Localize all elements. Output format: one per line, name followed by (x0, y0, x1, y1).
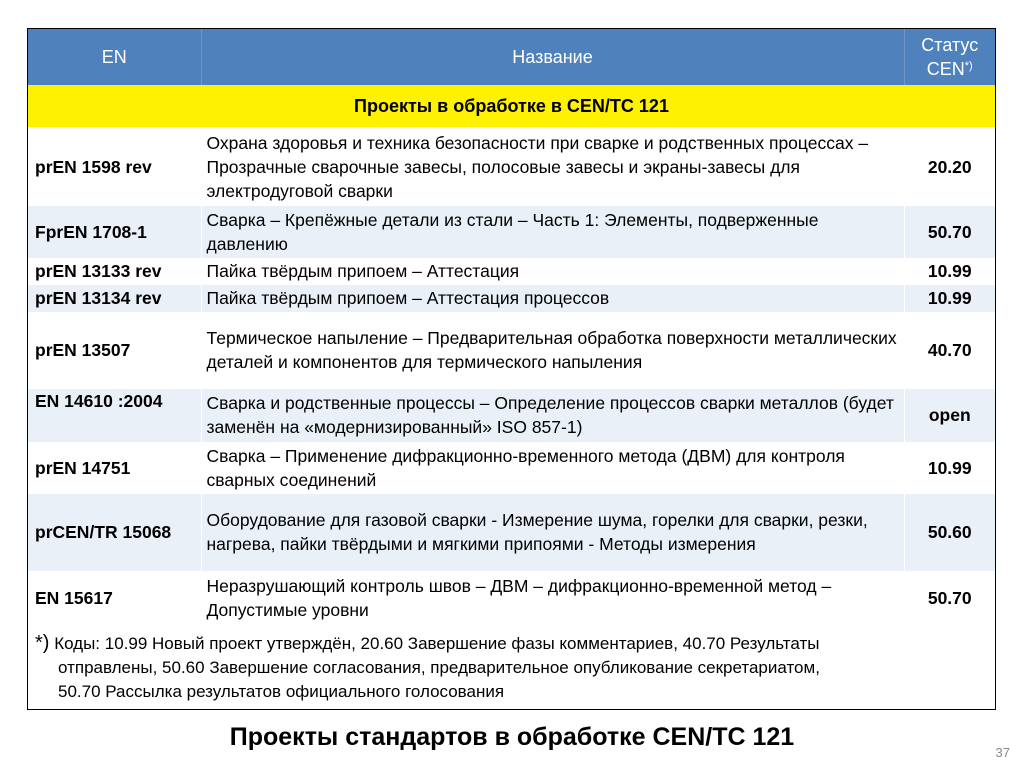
row-status: 50.60 (904, 494, 995, 571)
table-header-row (28, 29, 995, 85)
row-name: Сварка – Крепёжные детали из стали – Часть 1: Элементы, подверженные давлению (201, 206, 904, 258)
table-row (28, 389, 995, 442)
row-en: prEN 13133 rev (28, 258, 201, 285)
header-name: Название (201, 29, 904, 85)
table-row (28, 128, 995, 206)
standards-table-frame (27, 28, 996, 710)
table-row (28, 494, 995, 571)
table-row (28, 442, 995, 494)
row-name: Пайка твёрдым припоем – Аттестация процессов (201, 285, 904, 312)
table-row (28, 285, 995, 312)
footnote-mark: *) (35, 631, 50, 654)
row-name: Неразрушающий контроль швов – ДВМ – дифракционно-временной метод – Допустимые уровни (201, 571, 904, 625)
table-row (28, 206, 995, 258)
row-name: Пайка твёрдым припоем – Аттестация (201, 258, 904, 285)
row-en: prCEN/TR 15068 (28, 494, 201, 571)
table-row (28, 258, 995, 285)
header-status (904, 29, 995, 85)
row-name: Сварка – Применение дифракционно-временного метода (ДВМ) для контроля сварных соединений (201, 442, 904, 494)
header-en: EN (28, 29, 201, 85)
row-status: 10.99 (904, 258, 995, 285)
section-row (28, 85, 995, 128)
row-status: 50.70 (904, 206, 995, 258)
row-status: 50.70 (904, 571, 995, 625)
row-status: open (904, 389, 995, 442)
row-status: 40.70 (904, 312, 995, 389)
footnote-line2: отправлены, 50.60 Завершение согласования, предварительное опубликование секретариатом, (58, 657, 820, 677)
standards-table (28, 29, 995, 706)
row-en: prEN 14751 (28, 442, 201, 494)
row-en: FprEN 1708-1 (28, 206, 201, 258)
row-en: prEN 1598 rev (28, 128, 201, 206)
header-status-line2: CEN (926, 58, 965, 79)
header-status-line1: Статус (921, 34, 979, 55)
header-status-sup: *) (964, 59, 973, 72)
row-en: prEN 13134 rev (28, 285, 201, 312)
section-title: Проекты в обработке в CEN/TC 121 (28, 85, 995, 128)
slide-caption: Проекты стандартов в обработке CEN/TC 121 (229, 723, 795, 751)
footnote (28, 625, 995, 706)
row-en: EN 15617 (28, 571, 201, 625)
page-number: 37 (995, 745, 1010, 760)
row-name: Оборудование для газовой сварки - Измерение шума, горелки для сварки, резки, нагрева, пайки твёрдыми и мягкими припоями - Методы измерения (201, 494, 904, 571)
row-en: prEN 13507 (28, 312, 201, 389)
row-name: Охрана здоровья и техника безопасности при сварке и родственных процессах – Прозрачные сварочные завесы, полосовые завесы и экраны-завесы для электродуговой сварки (201, 128, 904, 206)
footnote-line3: 50.70 Рассылка результатов официального голосования (58, 681, 505, 701)
row-name: Сварка и родственные процессы – Определение процессов сварки металлов (будет заменён на «модернизированный» ISO 857-1) (201, 389, 904, 442)
row-name: Термическое напыление – Предварительная обработка поверхности металлических деталей и компонентов для термического напыления (201, 312, 904, 389)
row-en: EN 14610 :2004 (28, 389, 201, 442)
table-row (28, 312, 995, 389)
row-status: 20.20 (904, 128, 995, 206)
row-status: 10.99 (904, 285, 995, 312)
table-row (28, 571, 995, 625)
footnote-row (28, 625, 995, 706)
footnote-line1: Коды: 10.99 Новый проект утверждён, 20.60 Завершение фазы комментариев, 40.70 Результаты (54, 633, 820, 653)
row-status: 10.99 (904, 442, 995, 494)
